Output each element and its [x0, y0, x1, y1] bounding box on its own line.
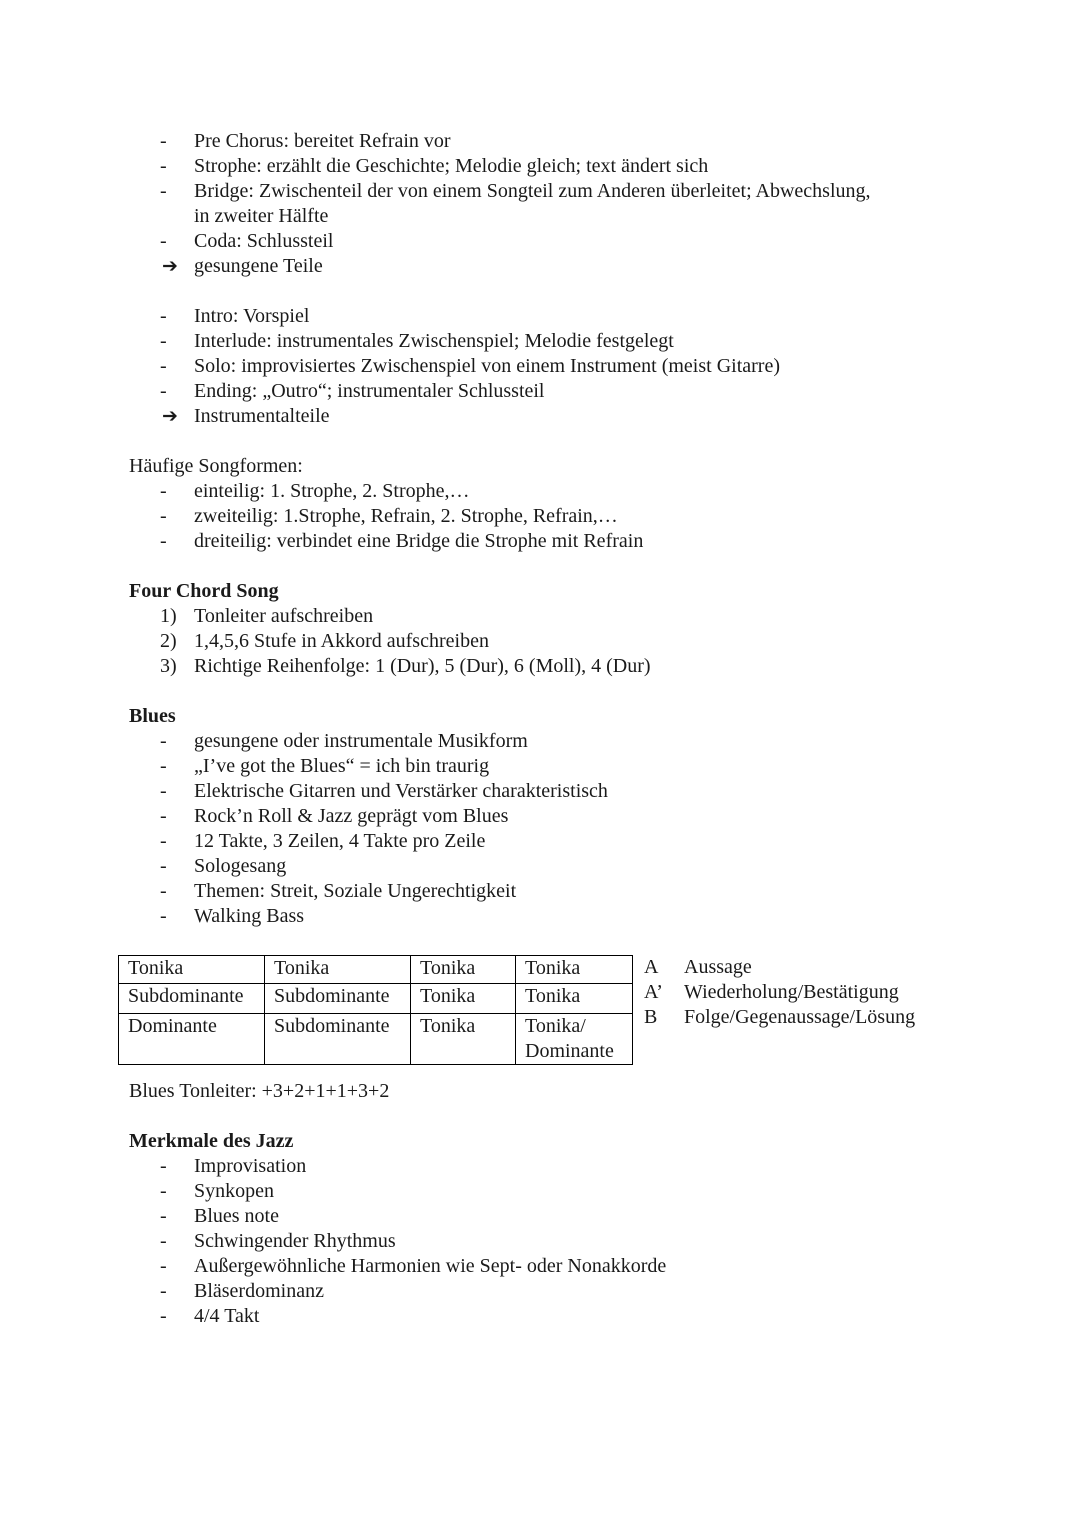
table-cell: Tonika	[411, 984, 516, 1014]
legend-text: Wiederholung/Bestätigung	[684, 981, 899, 1003]
dash-bullet: -	[160, 505, 167, 527]
dash-bullet: -	[160, 355, 167, 377]
table-cell	[516, 1014, 633, 1065]
dash-bullet: -	[160, 480, 167, 502]
dash-bullet: -	[160, 1230, 167, 1252]
dash-bullet: -	[160, 155, 167, 177]
list-item-text: in zweiter Hälfte	[194, 205, 329, 227]
dash-bullet: -	[160, 305, 167, 327]
list-item-text: Rock’n Roll & Jazz geprägt vom Blues	[194, 805, 509, 827]
list-item-text: Bläserdominanz	[194, 1280, 324, 1302]
step-number: 2)	[160, 630, 177, 652]
arrow-result-text: gesungene Teile	[194, 255, 323, 277]
step-text: Tonleiter aufschreiben	[194, 605, 374, 627]
list-item-text: Elektrische Gitarren und Verstärker charakteristisch	[194, 780, 608, 802]
table-cell: Subdominante	[265, 984, 411, 1014]
list-item-text: Interlude: instrumentales Zwischenspiel; Melodie festgelegt	[194, 330, 674, 352]
list-item-text: zweiteilig: 1.Strophe, Refrain, 2. Strophe, Refrain,…	[194, 505, 618, 527]
right-arrow-icon: ➔	[162, 405, 178, 427]
legend-label: A’	[644, 981, 663, 1003]
dash-bullet: -	[160, 780, 167, 802]
list-item-text: Walking Bass	[194, 905, 305, 927]
four-chord-heading: Four Chord Song	[129, 580, 279, 602]
list-item-text: Sologesang	[194, 855, 287, 877]
dash-bullet: -	[160, 380, 167, 402]
list-item-text: 4/4 Takt	[194, 1305, 260, 1327]
list-item-text: Intro: Vorspiel	[194, 305, 310, 327]
blues-scale-text: Blues Tonleiter: +3+2+1+1+3+2	[129, 1080, 390, 1102]
dash-bullet: -	[160, 530, 167, 552]
legend-label: B	[644, 1006, 658, 1028]
step-number: 1)	[160, 605, 177, 627]
dash-bullet: -	[160, 1155, 167, 1177]
list-item-text: Schwingender Rhythmus	[194, 1230, 396, 1252]
table-cell: Subdominante	[119, 984, 265, 1014]
table-cell: Subdominante	[265, 1014, 411, 1065]
list-item-text: Themen: Streit, Soziale Ungerechtigkeit	[194, 880, 517, 902]
table-row	[119, 1014, 633, 1065]
legend-text: Aussage	[684, 956, 752, 978]
cell-line: Tonika/	[525, 1015, 586, 1037]
table-row	[119, 984, 633, 1014]
list-item-text: Außergewöhnliche Harmonien wie Sept- oder Nonakkorde	[194, 1255, 667, 1277]
dash-bullet: -	[160, 880, 167, 902]
table-row	[119, 956, 633, 984]
list-item-text: Bridge: Zwischenteil der von einem Songteil zum Anderen überleitet; Abwechslung,	[194, 180, 871, 202]
right-arrow-icon: ➔	[162, 255, 178, 277]
step-text: Richtige Reihenfolge: 1 (Dur), 5 (Dur), 6 (Moll), 4 (Dur)	[194, 655, 651, 677]
step-number: 3)	[160, 655, 177, 677]
table-cell: Tonika	[119, 956, 265, 984]
list-item-text: Synkopen	[194, 1180, 274, 1202]
list-item-text: Pre Chorus: bereitet Refrain vor	[194, 130, 451, 152]
list-item-text: Blues note	[194, 1205, 279, 1227]
dash-bullet: -	[160, 180, 167, 202]
cell-line: Dominante	[525, 1040, 614, 1062]
table-cell: Tonika	[516, 956, 633, 984]
dash-bullet: -	[160, 1205, 167, 1227]
arrow-result-text: Instrumentalteile	[194, 405, 330, 427]
list-item-text: Ending: „Outro“; instrumentaler Schlussteil	[194, 380, 545, 402]
legend-text: Folge/Gegenaussage/Lösung	[684, 1006, 916, 1028]
list-item-text: Solo: improvisiertes Zwischenspiel von einem Instrument (meist Gitarre)	[194, 355, 780, 377]
dash-bullet: -	[160, 830, 167, 852]
dash-bullet: -	[160, 805, 167, 827]
legend-item	[644, 955, 752, 980]
list-item-text: Improvisation	[194, 1155, 307, 1177]
songforms-title: Häufige Songformen:	[129, 455, 303, 477]
table-cell: Tonika	[411, 956, 516, 984]
legend-item	[644, 980, 899, 1005]
list-item-text: 12 Takte, 3 Zeilen, 4 Takte pro Zeile	[194, 830, 486, 852]
dash-bullet: -	[160, 905, 167, 927]
dash-bullet: -	[160, 855, 167, 877]
dash-bullet: -	[160, 1255, 167, 1277]
table-cell: Tonika	[516, 984, 633, 1014]
list-item-text: „I’ve got the Blues“ = ich bin traurig	[194, 755, 490, 777]
list-item-text: dreiteilig: verbindet eine Bridge die Strophe mit Refrain	[194, 530, 644, 552]
legend-label: A	[644, 956, 659, 978]
dash-bullet: -	[160, 1180, 167, 1202]
table-cell: Tonika	[265, 956, 411, 984]
legend-item	[644, 1005, 915, 1030]
blues-heading: Blues	[129, 705, 176, 727]
dash-bullet: -	[160, 1280, 167, 1302]
dash-bullet: -	[160, 1305, 167, 1327]
list-item-text: Coda: Schlussteil	[194, 230, 334, 252]
list-item-text: einteilig: 1. Strophe, 2. Strophe,…	[194, 480, 470, 502]
table-cell: Tonika	[411, 1014, 516, 1065]
dash-bullet: -	[160, 730, 167, 752]
table-cell: Dominante	[119, 1014, 265, 1065]
step-text: 1,4,5,6 Stufe in Akkord aufschreiben	[194, 630, 489, 652]
blues-scheme-table	[118, 955, 633, 1065]
dash-bullet: -	[160, 230, 167, 252]
list-item-text: gesungene oder instrumentale Musikform	[194, 730, 528, 752]
list-item-text: Strophe: erzählt die Geschichte; Melodie gleich; text ändert sich	[194, 155, 709, 177]
dash-bullet: -	[160, 755, 167, 777]
jazz-heading: Merkmale des Jazz	[129, 1130, 294, 1152]
dash-bullet: -	[160, 130, 167, 152]
dash-bullet: -	[160, 330, 167, 352]
